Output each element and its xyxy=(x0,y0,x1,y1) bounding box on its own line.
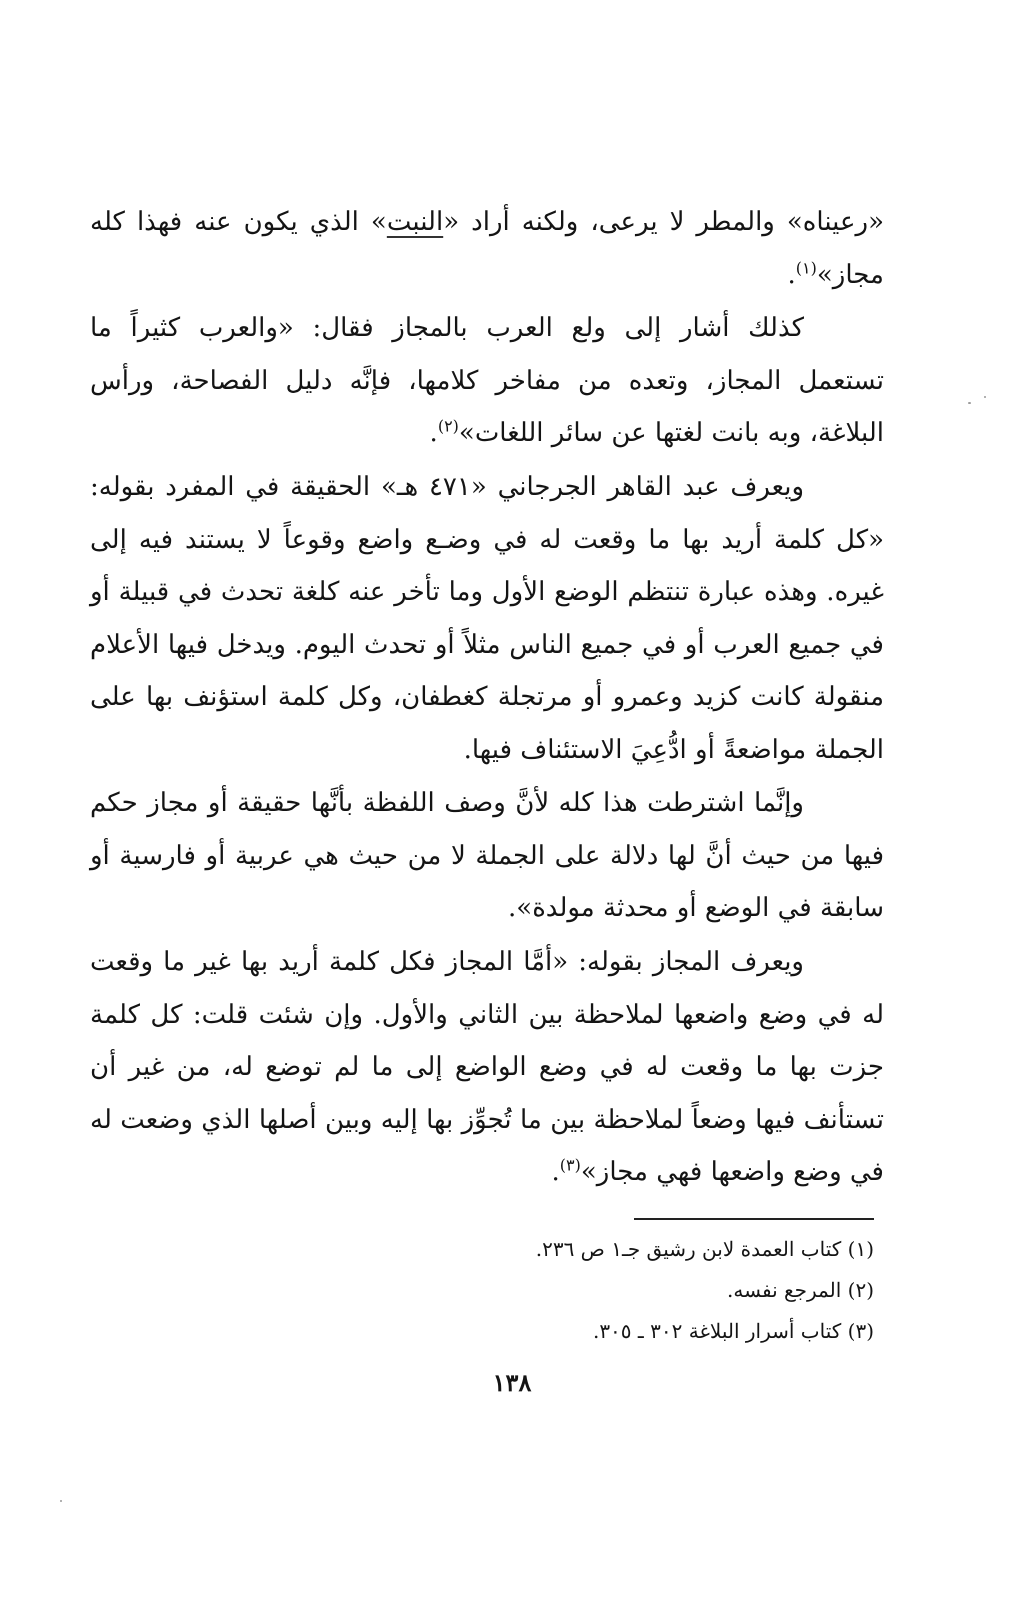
paragraph-2-end: . xyxy=(429,418,438,448)
footnote-1: (١) كتاب العمدة لابن رشيق جـ١ ص ٢٣٦. xyxy=(535,1237,874,1261)
paragraph-1-text-a: «رعيناه» والمطر لا يرعى، ولكنه أراد « xyxy=(443,207,884,237)
footnote-3: (٣) كتاب أسرار البلاغة ٣٠٢ ـ ٣٠٥. xyxy=(592,1319,874,1343)
paragraph-4-text: وإنَّما اشترطت هذا كله لأنَّ وصف اللفظة بأنَّها حقيقة أو مجاز حكم فيها من حيث أنَّ لها دلالة على الجملة لا من حيث هي عربية أو فارسية أو سابقة في الوضع أو محدثة مولدة». xyxy=(90,788,884,923)
paragraph-5-text: ويعرف المجاز بقوله: «أمَّا المجاز فكل كلمة أريد بها غير ما وقعت له في وضع واضعها لملاحظة بين الثاني والأول. وإن شئت قلت: كل كلمة جزت بها ما وقعت له في وضع الواضع إلى ما لم توضع له، من غير أن تستأنف فيها وضعاً لملاحظة بين ما تُجوِّز بها إليه وبين أصلها الذي وضعت له في وضع واضعها فهي مجاز» xyxy=(90,947,884,1187)
paragraph-2 xyxy=(90,302,884,460)
paragraph-5 xyxy=(90,936,884,1199)
paragraph-2-text: كذلك أشار إلى ولع العرب بالمجاز فقال: «والعرب كثيراً ما تستعمل المجاز، وتعده من مفاخر كلامها، فإنَّه دليل الفصاحة، ورأس البلاغة، وبه بانت لغتها عن سائر اللغات» xyxy=(90,313,884,448)
footnote-divider xyxy=(634,1218,874,1220)
scan-speck-3 xyxy=(60,1500,62,1502)
paragraph-1-end: . xyxy=(787,259,796,290)
footnote-ref-2: (٢) xyxy=(437,416,459,436)
paragraph-3 xyxy=(90,461,884,776)
footnote-2: (٢) المرجع نفسه. xyxy=(727,1278,874,1302)
scan-speck-1 xyxy=(968,402,971,404)
scan-speck-2 xyxy=(984,396,986,398)
footnotes xyxy=(274,1229,874,1352)
underlined-word: النبت xyxy=(386,207,444,237)
paragraph-5-end: . xyxy=(551,1157,560,1187)
paragraph-1 xyxy=(90,196,884,301)
paragraph-3-text: ويعرف عبد القاهر الجرجاني «٤٧١ هـ» الحقيقة في المفرد بقوله: «كل كلمة أريد بها ما وقعت له في وضـع واضع وقوعاً لا يستند فيه إلى غيره. وهذه عبارة تنتظم الوضع الأول وما تأخر عنه كلغة تحدث في قبيلة أو في جميع العرب أو في جميع الناس مثلاً أو تحدث اليوم. ويدخل فيها الأعلام منقولة كانت كزيد وعمرو أو مرتجلة كغطفان، وكل كلمة استؤنف بها على الجملة مواضعةً أو ادُّعِيَ الاستئناف فيها. xyxy=(90,472,884,765)
paragraph-1-text-b: » الذي يكون عنه فهذا كله مجاز» xyxy=(90,207,884,290)
footnote-ref-1: (١) xyxy=(795,257,817,277)
page-number: ١٣٨ xyxy=(492,1368,532,1397)
footnote-ref-3: (٣) xyxy=(559,1155,581,1175)
paragraph-4 xyxy=(90,777,884,935)
